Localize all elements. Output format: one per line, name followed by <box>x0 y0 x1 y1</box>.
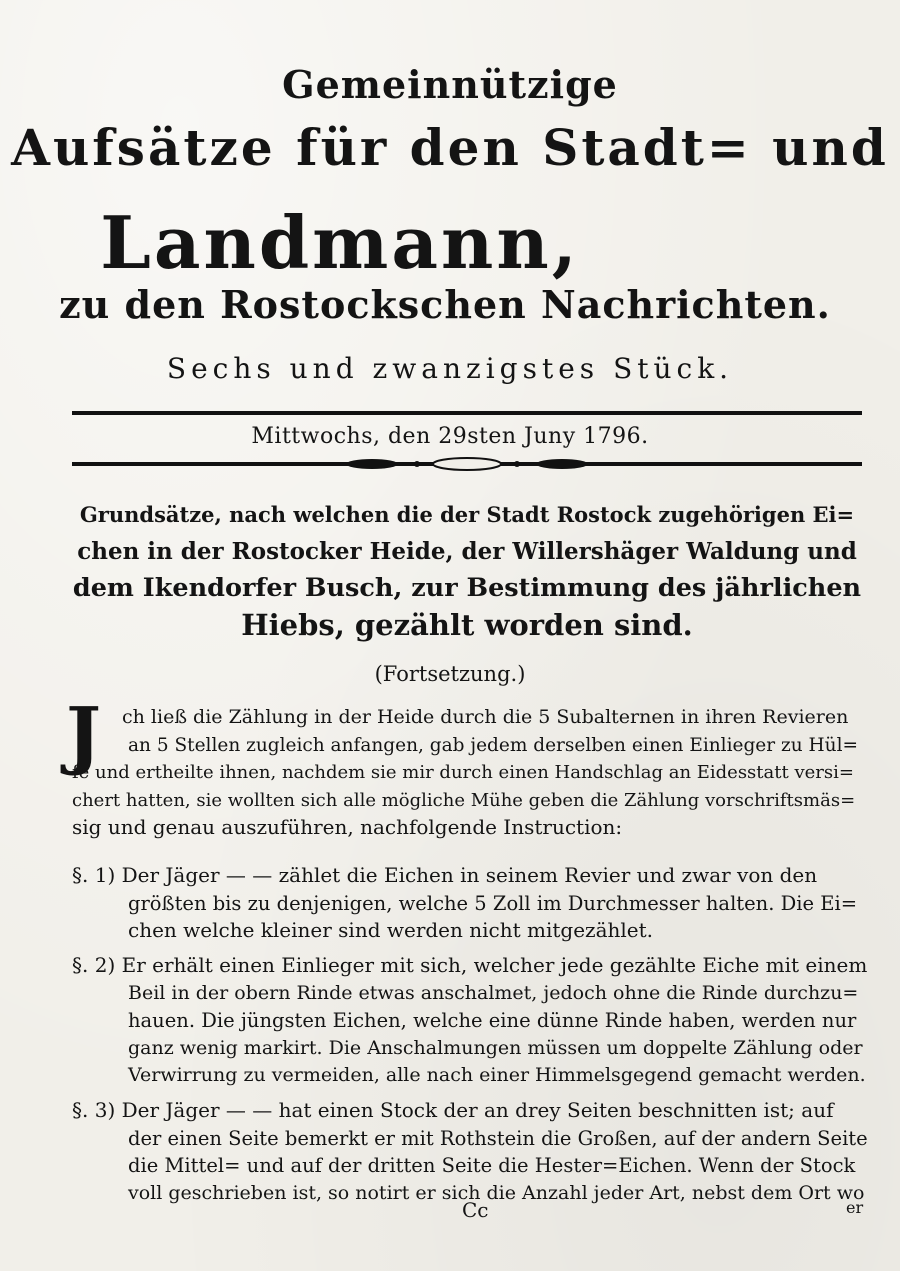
heading-line: Grundsätze, nach welchen die der Stadt Rostock zugehörigen Ei= <box>79 502 855 527</box>
section-line: ganz wenig markirt. Die Anschalmungen müssen um doppelte Zählung oder <box>128 1036 863 1059</box>
article-heading <box>72 496 862 644</box>
body-line: ch ließ die Zählung in der Heide durch die 5 Subalternen in ihren Revieren <box>122 706 849 728</box>
continuation-note: (Fortsetzung.) <box>374 662 526 686</box>
section-line: §. 2) Er erhält einen Einlieger mit sich, welcher jede gezählte Eiche mit einem <box>72 953 868 977</box>
issue-number: Sechs und zwanzigstes Stück. <box>166 352 734 385</box>
section-line: Beil in der obern Rinde etwas anschalmet, jedoch ohne die Rinde durchzu= <box>128 981 859 1004</box>
section-line: größten bis zu denjenigen, welche 5 Zoll im Durchmesser halten. Die Ei= <box>128 891 858 915</box>
section-line: voll geschrieben ist, so notirt er sich die Anzahl jeder Art, nebst dem Ort wo <box>128 1181 865 1204</box>
drop-cap: J <box>66 692 102 778</box>
masthead-subtitle: zu den Rostockschen Nachrichten. <box>59 282 831 327</box>
body-line: chert hatten, sie wollten sich alle mögliche Mühe geben die Zählung vorschriftsmäs= <box>72 789 856 811</box>
body-line: sig und genau auszuführen, nachfolgende Instruction: <box>72 815 623 839</box>
catchword: er <box>846 1198 864 1217</box>
section-line: chen welche kleiner sind werden nicht mitgezählet. <box>128 918 654 942</box>
section-2 <box>72 952 868 1090</box>
top-rule <box>72 411 862 415</box>
section-line: die Mittel= und auf der dritten Seite die Hester=Eichen. Wenn der Stock <box>128 1154 856 1177</box>
heading-line: chen in der Rostocker Heide, der Willershäger Waldung und <box>77 538 857 565</box>
masthead-line-3: Landmann, <box>100 200 580 285</box>
masthead-line-2: Aufsätze für den Stadt= und <box>11 118 889 177</box>
section-line: hauen. Die jüngsten Eichen, welche eine dünne Rinde haben, werden nur <box>128 1009 857 1032</box>
section-line: §. 3) Der Jäger — — hat einen Stock der an drey Seiten beschnitten ist; auf <box>72 1098 834 1122</box>
ornamental-rule <box>72 453 862 475</box>
section-1 <box>72 862 868 945</box>
heading-line: Hiebs, gezählt worden sind. <box>241 608 693 642</box>
masthead-line-1: Gemeinnützige <box>282 62 618 107</box>
signature-mark: Cc <box>462 1198 489 1222</box>
section-line: der einen Seite bemerkt er mit Rothstein die Großen, auf der andern Seite <box>128 1126 868 1150</box>
body-line: an 5 Stellen zugleich anfangen, gab jedem derselben einen Einlieger zu Hül= <box>128 734 858 756</box>
intro-paragraph <box>72 704 862 842</box>
heading-line: dem Ikendorfer Busch, zur Bestimmung des jährlichen <box>72 573 862 603</box>
section-3 <box>72 1097 868 1207</box>
body-line: fe und ertheilte ihnen, nachdem sie mir durch einen Handschlag an Eidesstatt versi= <box>72 762 854 783</box>
issue-date: Mittwochs, den 29sten Juny 1796. <box>251 424 649 449</box>
section-line: §. 1) Der Jäger — — zählet die Eichen in seinem Revier und zwar von den <box>72 863 818 887</box>
section-line: Verwirrung zu vermeiden, alle nach einer Himmelsgegend gemacht werden. <box>128 1064 866 1086</box>
